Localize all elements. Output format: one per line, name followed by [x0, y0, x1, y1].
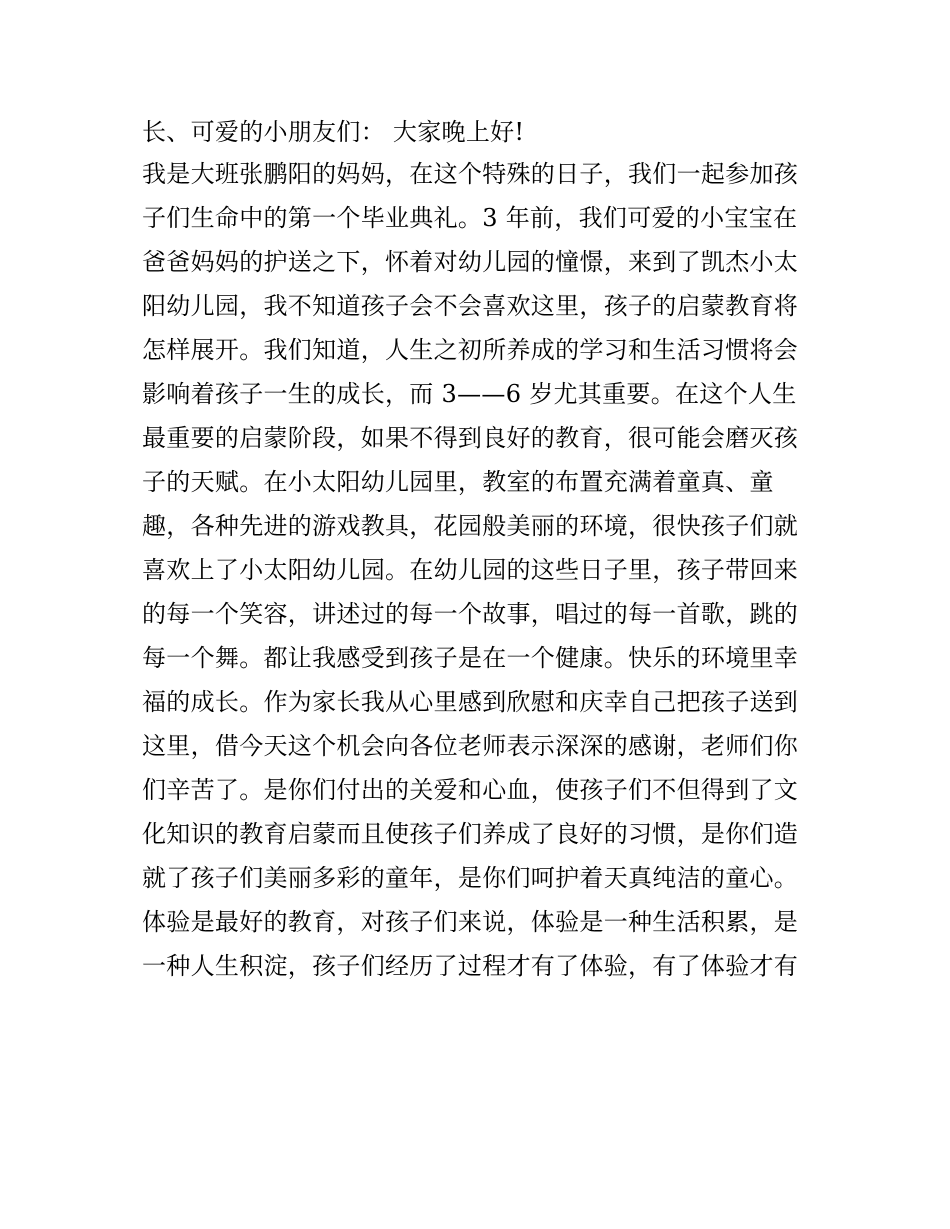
- text-line: 就了孩子们美丽多彩的童年，是你们呵护着天真纯洁的童心。: [142, 864, 799, 892]
- text-line: 最重要的启蒙阶段，如果不得到良好的教育，很可能会磨灭孩: [142, 424, 799, 452]
- text-line: 体验是最好的教育，对孩子们来说，体验是一种生活积累，是: [142, 908, 799, 936]
- text-line: 趣，各种先进的游戏教具，花园般美丽的环境，很快孩子们就: [142, 512, 799, 540]
- text-line: 一种人生积淀，孩子们经历了过程才有了体验，有了体验才有: [142, 952, 799, 980]
- text-line: 福的成长。作为家长我从心里感到欣慰和庆幸自己把孩子送到: [142, 688, 799, 716]
- text-line: 每一个舞。都让我感受到孩子是在一个健康。快乐的环境里幸: [142, 644, 799, 672]
- text-line: 喜欢上了小太阳幼儿园。在幼儿园的这些日子里，孩子带回来: [142, 556, 799, 584]
- text-line: 的每一个笑容，讲述过的每一个故事，唱过的每一首歌，跳的: [142, 600, 799, 628]
- text-line: 长、可爱的小朋友们： 大家晚上好!: [142, 118, 525, 146]
- text-line: 阳幼儿园，我不知道孩子会不会喜欢这里，孩子的启蒙教育将: [142, 292, 799, 320]
- speech-text: [142, 112, 822, 988]
- text-line: 子的天赋。在小太阳幼儿园里，教室的布置充满着童真、童: [142, 468, 774, 496]
- text-line: 子们生命中的第一个毕业典礼。3 年前，我们可爱的小宝宝在: [142, 204, 798, 232]
- text-line: 我是大班张鹏阳的妈妈，在这个特殊的日子，我们一起参加孩: [142, 160, 799, 188]
- text-line: 们辛苦了。是你们付出的关爱和心血，使孩子们不但得到了文: [142, 776, 799, 804]
- text-line: 怎样展开。我们知道，人生之初所养成的学习和生活习惯将会: [142, 336, 799, 364]
- text-line: 化知识的教育启蒙而且使孩子们养成了良好的习惯，是你们造: [142, 820, 799, 848]
- text-line: 爸爸妈妈的护送之下，怀着对幼儿园的憧憬，来到了凯杰小太: [142, 248, 799, 276]
- text-line: 影响着孩子一生的成长，而 3——6 岁尤其重要。在这个人生: [142, 380, 797, 408]
- text-line: 这里，借今天这个机会向各位老师表示深深的感谢，老师们你: [142, 732, 799, 760]
